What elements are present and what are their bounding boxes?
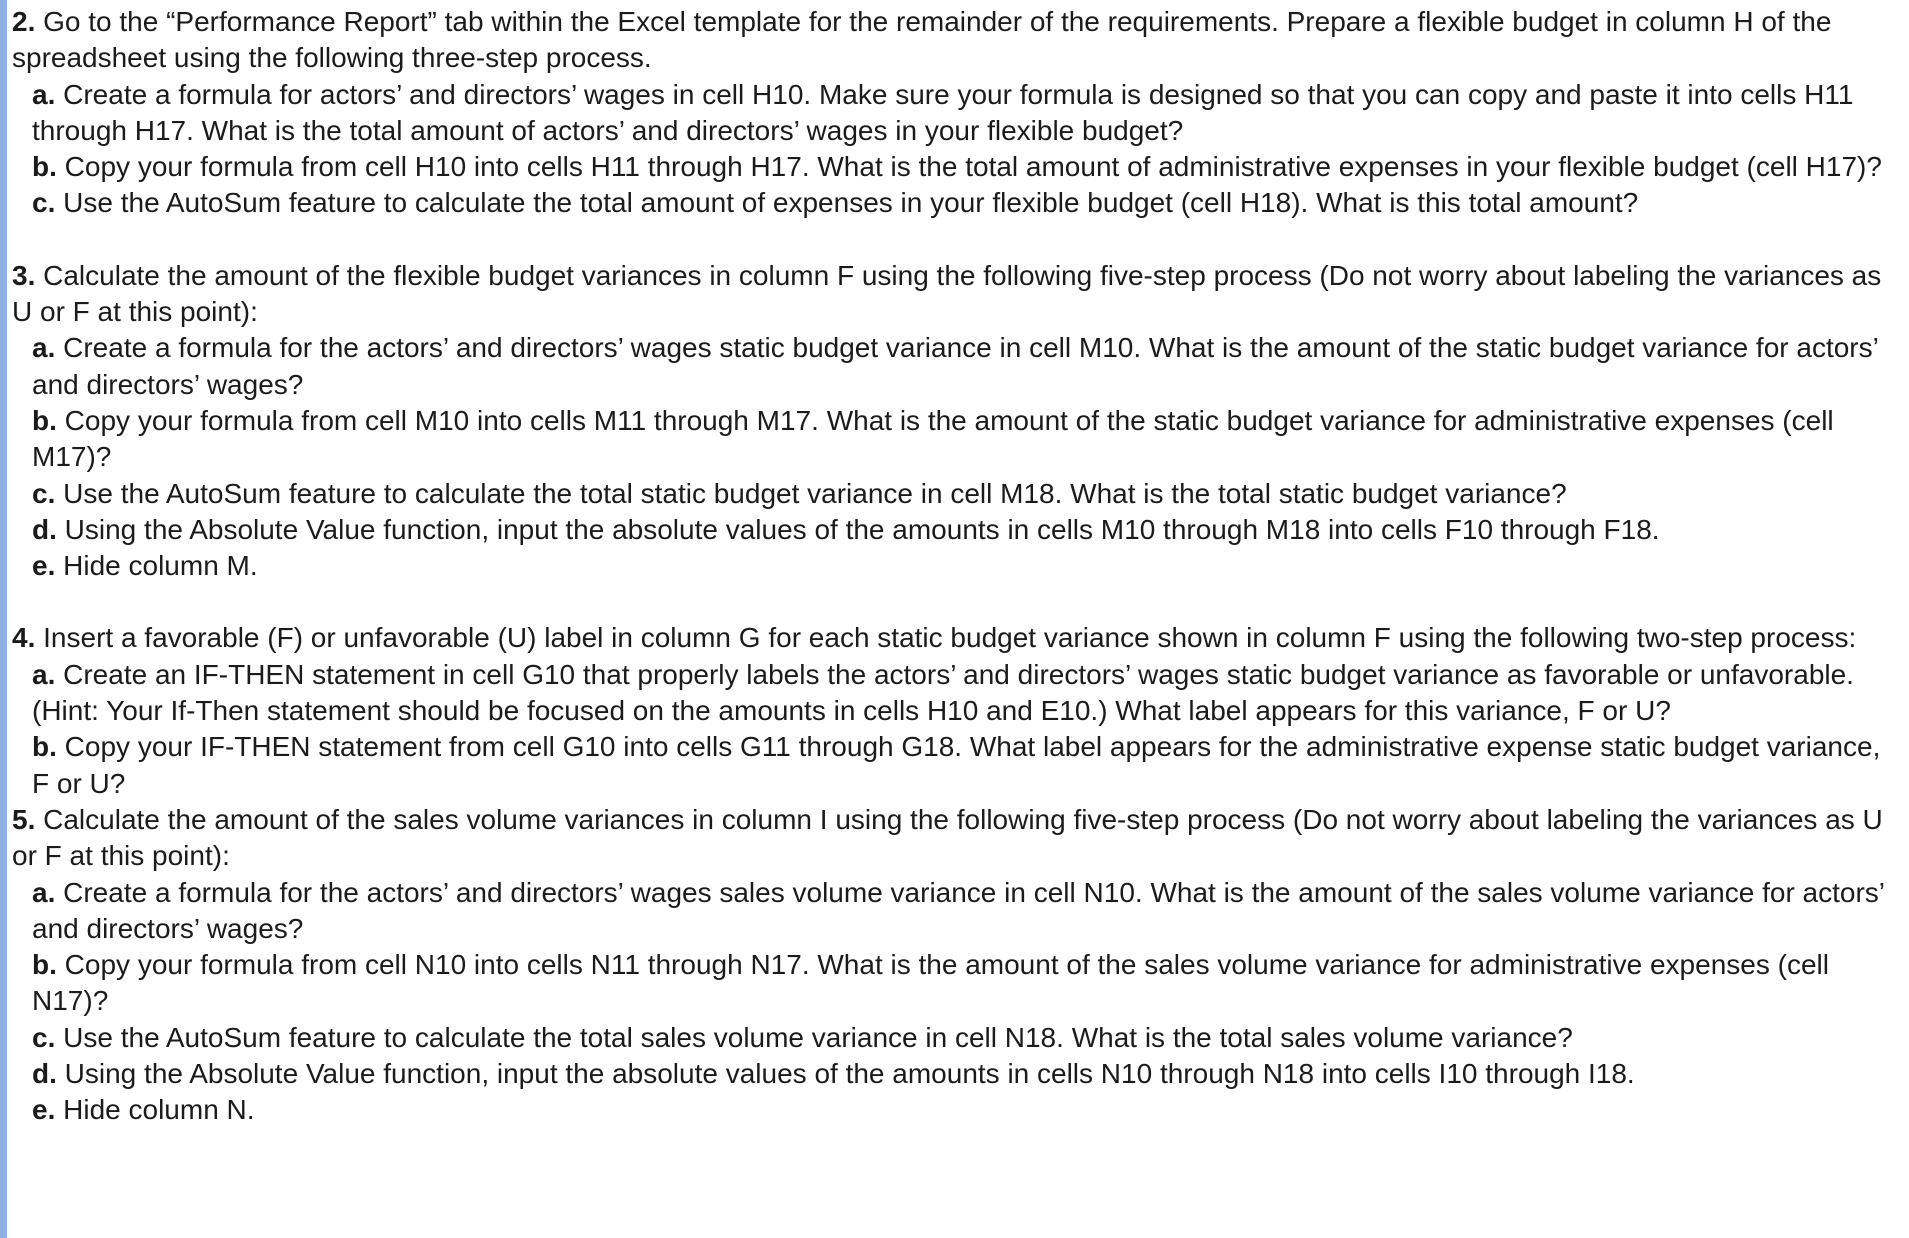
question-text: Insert a favorable (F) or unfavorable (U) label in column G for each static budget variance shown in column F using the following two-step process: xyxy=(43,622,1857,654)
question-3 xyxy=(12,258,1902,331)
left-border-rule xyxy=(0,0,7,1238)
part-letter: b. xyxy=(32,949,57,981)
question-4-part-b xyxy=(12,729,1902,802)
part-text: Use the AutoSum feature to calculate the total static budget variance in cell M18. What is the total static budget variance? xyxy=(63,477,1567,509)
question-text: Calculate the amount of the sales volume variances in column I using the following five-step process (Do not worry about labeling the variances as U or F at this point): xyxy=(12,803,1883,872)
question-3-part-b xyxy=(12,403,1902,476)
part-text: Copy your formula from cell M10 into cells M11 through M17. What is the amount of the static budget variance for administrative expenses (cell M17)? xyxy=(32,404,1834,473)
question-5-part-e xyxy=(12,1092,1902,1128)
question-3-part-e xyxy=(12,548,1902,584)
question-5-part-d xyxy=(12,1056,1902,1092)
part-text: Use the AutoSum feature to calculate the total sales volume variance in cell N18. What is the total sales volume variance? xyxy=(63,1021,1573,1053)
question-2 xyxy=(12,4,1902,77)
question-text: Calculate the amount of the flexible budget variances in column F using the following five-step process (Do not worry about labeling the variances as U or F at this point): xyxy=(12,259,1882,328)
question-5-part-c xyxy=(12,1020,1902,1056)
part-text: Create a formula for the actors’ and directors’ wages sales volume variance in cell N10. What is the amount of the sales volume variance for actors’ and directors’ wages? xyxy=(32,876,1884,944)
part-letter: d. xyxy=(32,513,57,545)
question-5 xyxy=(12,802,1902,875)
question-4-part-a xyxy=(12,657,1902,730)
instructions-document xyxy=(12,4,1902,1129)
part-text: Using the Absolute Value function, input the absolute values of the amounts in cells M10 through M18 into cells F10 through F18. xyxy=(64,513,1660,545)
question-3-part-a xyxy=(12,330,1902,403)
part-letter: c. xyxy=(32,477,56,509)
question-5-part-b xyxy=(12,947,1902,1020)
part-text: Copy your formula from cell N10 into cells N11 through N17. What is the amount of the sales volume variance for administrative expenses (cell N17)? xyxy=(32,949,1829,1017)
part-letter: a. xyxy=(32,658,56,690)
part-letter: a. xyxy=(32,332,56,364)
question-2-part-a xyxy=(12,77,1902,150)
part-letter: b. xyxy=(32,151,57,183)
part-letter: e. xyxy=(32,1094,56,1126)
part-letter: b. xyxy=(32,731,57,763)
part-text: Create a formula for the actors’ and directors’ wages static budget variance in cell M10. What is the amount of the static budget variance for actors’ and directors’ wages? xyxy=(32,332,1878,400)
question-5-part-a xyxy=(12,875,1902,948)
question-3-part-c xyxy=(12,476,1902,512)
part-letter: c. xyxy=(32,1021,56,1053)
question-number: 5. xyxy=(12,803,36,835)
part-letter: b. xyxy=(32,404,57,436)
part-text: Copy your formula from cell H10 into cells H11 through H17. What is the total amount of administrative expenses in your flexible budget (cell H17)? xyxy=(64,151,1882,183)
question-number: 3. xyxy=(12,259,36,291)
part-letter: a. xyxy=(32,876,56,908)
question-2-part-c xyxy=(12,185,1902,221)
part-letter: d. xyxy=(32,1058,57,1090)
part-text: Create a formula for actors’ and directors’ wages in cell H10. Make sure your formula is designed so that you can copy and paste it into cells H11 through H17. What is the total amount of actors’ and directors’ wages in your flexible budget? xyxy=(32,78,1854,146)
part-letter: e. xyxy=(32,550,56,582)
question-4 xyxy=(12,620,1902,656)
question-text: Go to the “Performance Report” tab within the Excel template for the remainder of the requirements. Prepare a flexible budget in column H of the spreadsheet using the following three-step process. xyxy=(12,6,1832,74)
question-number: 2. xyxy=(12,6,36,37)
part-text: Create an IF-THEN statement in cell G10 that properly labels the actors’ and directors’ wages static budget variance as favorable or unfavorable. (Hint: Your If-Then statement should be focused on the amounts in cells H10 and E10.) What label appears for this variance, F or U? xyxy=(32,658,1854,727)
part-text: Copy your IF-THEN statement from cell G10 into cells G11 through G18. What label appears for the administrative expense static budget variance, F or U? xyxy=(32,731,1881,799)
question-2-part-b xyxy=(12,149,1902,185)
part-text: Hide column N. xyxy=(63,1094,255,1126)
part-letter: c. xyxy=(32,187,56,219)
part-text: Using the Absolute Value function, input the absolute values of the amounts in cells N10 through N18 into cells I10 through I18. xyxy=(64,1058,1635,1090)
part-text: Hide column M. xyxy=(63,550,258,582)
spacer xyxy=(12,222,1902,258)
part-letter: a. xyxy=(32,78,56,110)
question-3-part-d xyxy=(12,512,1902,548)
spacer xyxy=(12,584,1902,620)
part-text: Use the AutoSum feature to calculate the total amount of expenses in your flexible budget (cell H18). What is this total amount? xyxy=(63,187,1639,219)
question-number: 4. xyxy=(12,622,36,654)
